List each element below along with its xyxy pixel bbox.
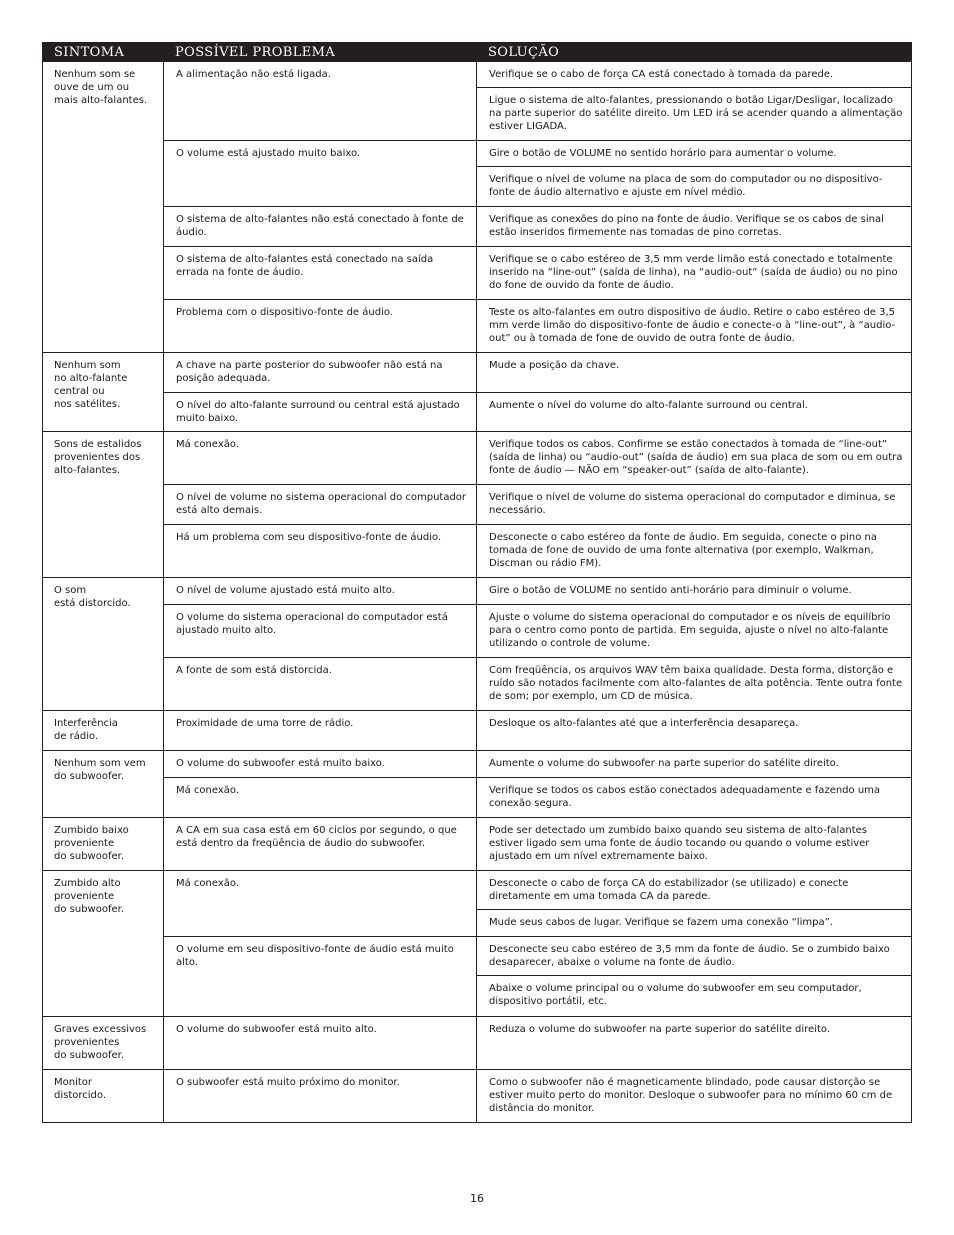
- header-symptom: SINTOMA: [54, 45, 125, 60]
- problem-cell: A chave na parte posterior do subwoofer não está na posição adequada.: [163, 353, 476, 392]
- solution-cell: Com freqüência, os arquivos WAV têm baixa qualidade. Desta forma, distorção e ruído são notados facilmente com alto-falantes de alta potência. Tente outra fonte de som; por exemplo, um CD de música.: [489, 665, 903, 702]
- problem-row: [163, 525, 912, 577]
- problem-cell: O nível de volume no sistema operacional do computador está alto demais.: [163, 485, 476, 524]
- problem-cell: Má conexão.: [163, 432, 476, 484]
- problem-cell: O subwoofer está muito próximo do monitor.: [163, 1070, 476, 1122]
- problem-row: [163, 711, 912, 750]
- solution-cell: Pode ser detectado um zumbido baixo quando seu sistema de alto-falantes estiver ligado sem uma fonte de áudio tocando ou quando o volume estiver ajustado em um nível extremamente baixo.: [489, 825, 870, 862]
- problem-row: [163, 485, 912, 525]
- problem-row: [163, 937, 912, 1016]
- solution-cell: Gire o botão de VOLUME no sentido horário para aumentar o volume.: [477, 141, 911, 167]
- problem-cell: Proximidade de uma torre de rádio.: [163, 711, 476, 750]
- problem-cell: O volume em seu dispositivo-fonte de áudio está muito alto.: [163, 937, 476, 1016]
- problem-cell: O volume está ajustado muito baixo.: [163, 141, 476, 206]
- header-problem: POSSÍVEL PROBLEMA: [175, 45, 336, 60]
- symptom-cell: Nenhum som se ouve de um ou mais alto-falantes.: [42, 62, 163, 352]
- problem-cell: O nível do alto-falante surround ou central está ajustado muito baixo.: [163, 393, 476, 431]
- problem-cell: Má conexão.: [163, 871, 476, 936]
- problem-cell: O volume do sistema operacional do computador está ajustado muito alto.: [163, 605, 476, 657]
- problem-row: [163, 1070, 912, 1122]
- problem-cell: O volume do subwoofer está muito baixo.: [163, 751, 476, 777]
- solution-cell: Aumente o volume do subwoofer na parte superior do satélite direito.: [489, 758, 839, 769]
- problem-row: [163, 605, 912, 658]
- symptom-group: [42, 1017, 912, 1070]
- symptom-cell: Sons de estalidos provenientes dos alto-falantes.: [42, 432, 163, 577]
- solution-cell: Desconecte o cabo de força CA do estabilizador (se utilizado) e conecte diretamente em uma tomada CA da parede.: [477, 871, 911, 910]
- symptom-cell: Zumbido alto proveniente do subwoofer.: [42, 871, 163, 1016]
- solution-cell: Verifique se o cabo estéreo de 3,5 mm verde limão está conectado e totalmente inserido na “line-out” (saída de linha), na “audio-out” (saída de áudio) ou no pino do fone de ouvido da fonte de áudio.: [489, 254, 898, 291]
- problem-cell: O sistema de alto-falantes não está conectado à fonte de áudio.: [163, 207, 476, 246]
- solution-cell: Verifique o nível de volume na placa de som do computador ou no dispositivo-fonte de áudio alternativo e ajuste em nível médio.: [489, 174, 883, 198]
- solution-cell: Verifique as conexões do pino na fonte de áudio. Verifique se os cabos de sinal estão inseridos firmemente nas tomadas de pino corretas.: [489, 214, 884, 238]
- table-header: [42, 42, 912, 62]
- solution-cell: Desconecte seu cabo estéreo de 3,5 mm da fonte de áudio. Se o zumbido baixo desaparecer, abaixe o volume na fonte de áudio.: [477, 937, 911, 976]
- solution-cell: Verifique se todos os cabos estão conectados adequadamente e fazendo uma conexão segura.: [489, 785, 881, 809]
- solution-cell: Aumente o nível do volume do alto-falante surround ou central.: [489, 400, 808, 411]
- solution-cell: Mude seus cabos de lugar. Verifique se fazem uma conexão “limpa”.: [489, 917, 833, 928]
- problem-row: [163, 207, 912, 247]
- symptom-cell: Nenhum som no alto-falante central ou nos satélites.: [42, 353, 163, 431]
- problem-cell: O nível de volume ajustado está muito alto.: [163, 578, 476, 604]
- problem-row: [163, 658, 912, 710]
- problem-row: [163, 818, 912, 870]
- problem-row: [163, 353, 912, 393]
- problem-row: [163, 751, 912, 778]
- problem-row: [163, 1017, 912, 1069]
- symptom-group: [42, 62, 912, 353]
- symptom-cell: Nenhum som vem do subwoofer.: [42, 751, 163, 817]
- symptom-group: [42, 751, 912, 818]
- problem-row: [163, 871, 912, 937]
- problem-cell: Problema com o dispositivo-fonte de áudio.: [163, 300, 476, 352]
- solution-cell: Ajuste o volume do sistema operacional do computador e os níveis de equilíbrio para o centro como ponto de partida. Em seguida, ajuste o nível no alto-falante utilizando o controle de volume.: [489, 612, 891, 649]
- symptom-group: [42, 432, 912, 578]
- symptom-group: [42, 1070, 912, 1123]
- solution-cell: Teste os alto-falantes em outro dispositivo de áudio. Retire o cabo estéreo de 3,5 mm verde limão do dispositivo-fonte de áudio e conecte-o à “line-out”, à “audio-out” ou à tomada de fone de ouvido de outra fonte de áudio.: [489, 307, 896, 344]
- symptom-cell: Interferência de rádio.: [42, 711, 163, 750]
- symptom-cell: Monitor distorcido.: [42, 1070, 163, 1122]
- solution-cell: Desconecte o cabo estéreo da fonte de áudio. Em seguida, conecte o pino na tomada de fone de ouvido de uma fonte alternativa (por exemplo, Walkman, Discman ou rádio FM).: [489, 532, 877, 569]
- symptom-group: [42, 353, 912, 432]
- problem-cell: O volume do subwoofer está muito alto.: [163, 1017, 476, 1069]
- table-body: [42, 62, 912, 1123]
- problem-row: [163, 62, 912, 141]
- symptom-group: [42, 871, 912, 1017]
- solution-cell: Mude a posição da chave.: [489, 360, 620, 371]
- symptom-group: [42, 818, 912, 871]
- solution-cell: Desloque os alto-falantes até que a interferência desapareça.: [489, 718, 799, 729]
- problem-row: [163, 578, 912, 605]
- solution-cell: Verifique o nível de volume do sistema operacional do computador e diminua, se necessário.: [489, 492, 896, 516]
- symptom-group: [42, 711, 912, 751]
- problem-cell: A CA em sua casa está em 60 ciclos por segundo, o que está dentro da freqüência de áudio do subwoofer.: [163, 818, 476, 870]
- header-solution: SOLUÇÃO: [488, 45, 560, 60]
- solution-cell: Verifique todos os cabos. Confirme se estão conectados à tomada de “line-out” (saída de linha) ou “audio-out” (saída de áudio) em sua placa de som ou em outra fonte de áudio — NÃO em “speaker-out” (saída de alto-falante).: [489, 439, 903, 476]
- problem-cell: A fonte de som está distorcida.: [163, 658, 476, 710]
- solution-cell: Verifique se o cabo de força CA está conectado à tomada da parede.: [477, 62, 911, 88]
- solution-cell: Reduza o volume do subwoofer na parte superior do satélite direito.: [489, 1024, 831, 1035]
- problem-row: [163, 432, 912, 485]
- solution-cell: Como o subwoofer não é magneticamente blindado, pode causar distorção se estiver muito perto do monitor. Desloque o subwoofer para no mínimo 60 cm de distância do monitor.: [489, 1077, 893, 1114]
- page-number: 16: [470, 1192, 484, 1205]
- problem-cell: Má conexão.: [163, 778, 476, 817]
- problem-row: [163, 141, 912, 207]
- troubleshooting-table: [42, 42, 912, 1123]
- problem-row: [163, 393, 912, 431]
- problem-row: [163, 778, 912, 817]
- problem-row: [163, 300, 912, 352]
- symptom-cell: Graves excessivos provenientes do subwoofer.: [42, 1017, 163, 1069]
- symptom-group: [42, 578, 912, 711]
- problem-cell: Há um problema com seu dispositivo-fonte de áudio.: [163, 525, 476, 577]
- solution-cell: Abaixe o volume principal ou o volume do subwoofer em seu computador, dispositivo portátil, etc.: [489, 983, 862, 1007]
- solution-cell: Gire o botão de VOLUME no sentido anti-horário para diminuir o volume.: [489, 585, 852, 596]
- problem-cell: A alimentação não está ligada.: [163, 62, 476, 140]
- symptom-cell: O som está distorcido.: [42, 578, 163, 710]
- solution-cell: Ligue o sistema de alto-falantes, pressionando o botão Ligar/Desligar, localizado na parte superior do satélite direito. Um LED irá se acender quando a alimentação estiver LIGADA.: [489, 95, 903, 132]
- symptom-cell: Zumbido baixo proveniente do subwoofer.: [42, 818, 163, 870]
- problem-row: [163, 247, 912, 300]
- problem-cell: O sistema de alto-falantes está conectado na saída errada na fonte de áudio.: [163, 247, 476, 299]
